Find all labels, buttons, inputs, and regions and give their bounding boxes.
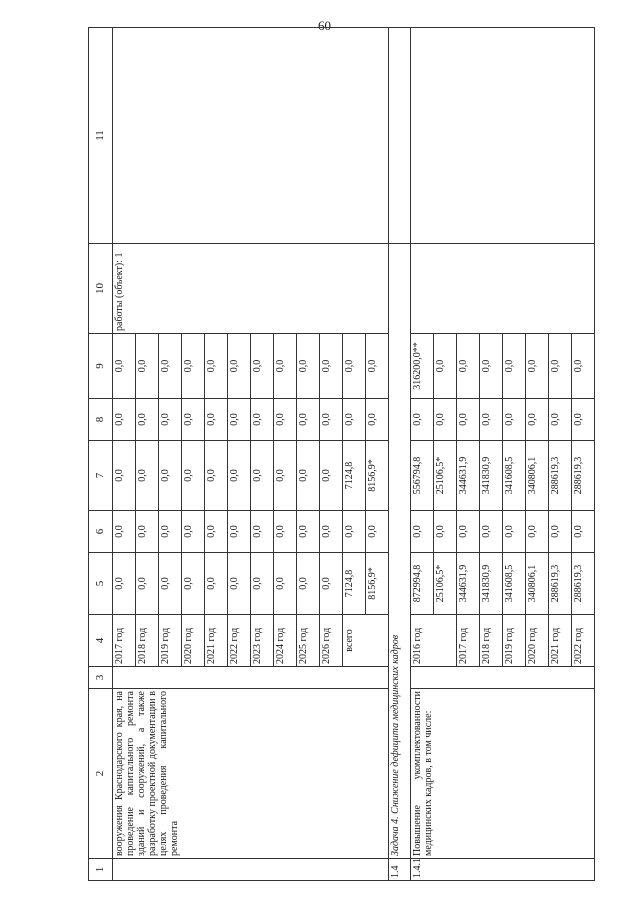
- value-cell: 0,0: [526, 399, 549, 441]
- value-cell: 0,0: [343, 399, 366, 441]
- value-cell: 0,0: [251, 553, 274, 615]
- table-body: [89, 28, 595, 881]
- value-cell: 341830,9: [480, 553, 503, 615]
- item-number-cell: [113, 859, 389, 881]
- value-cell: 0,0: [480, 511, 503, 553]
- task-number: 1.4: [389, 859, 411, 881]
- value-cell: 0,0: [320, 553, 343, 615]
- year-cell: 2025 год: [297, 615, 320, 667]
- value-cell: 341830,9: [480, 441, 503, 511]
- value-cell: 0,0: [480, 334, 503, 399]
- value-cell: 288619,3: [572, 553, 595, 615]
- value-cell: 0,0: [343, 334, 366, 399]
- value-cell: 0,0: [343, 511, 366, 553]
- value-cell: 0,0: [136, 399, 159, 441]
- task-title: Задача 4. Снижение дефицита медицинских кадров: [389, 244, 411, 859]
- value-cell: 7124,8: [343, 553, 366, 615]
- value-cell: 0,0: [572, 511, 595, 553]
- value-cell: 0,0: [320, 399, 343, 441]
- year-cell: 2017 год: [457, 615, 480, 667]
- column-number-header: 11: [89, 28, 113, 244]
- table-row: [411, 28, 434, 881]
- value-cell: 0,0: [297, 334, 320, 399]
- value-cell: 0,0: [297, 511, 320, 553]
- value-cell: 0,0: [113, 511, 136, 553]
- value-cell: 0,0: [136, 553, 159, 615]
- item-number-cell: 1.4.1: [411, 859, 595, 881]
- value-cell: 0,0: [366, 334, 389, 399]
- year-cell: 2018 год: [480, 615, 503, 667]
- rotated-table-area: [88, 28, 584, 881]
- value-cell: 0,0: [457, 399, 480, 441]
- value-cell: 0,0: [113, 399, 136, 441]
- value-cell: 0,0: [228, 553, 251, 615]
- item-description: вооружения Краснодарского края, на проведение капитального ремонта зданий и сооружений, а также разработку проектной документации в целях проведения капитального ремонта: [113, 689, 389, 859]
- value-cell: 0,0: [274, 334, 297, 399]
- value-cell: 0,0: [434, 334, 457, 399]
- year-cell: 2021 год: [205, 615, 228, 667]
- value-cell: 0,0: [503, 334, 526, 399]
- value-cell: 0,0: [320, 511, 343, 553]
- value-cell: 288619,3: [549, 441, 572, 511]
- value-cell: 0,0: [251, 511, 274, 553]
- value-cell: 0,0: [228, 511, 251, 553]
- year-cell: 2023 год: [251, 615, 274, 667]
- value-cell: 0,0: [320, 334, 343, 399]
- year-cell: 2018 год: [136, 615, 159, 667]
- value-cell: 0,0: [182, 553, 205, 615]
- value-cell: 0,0: [251, 334, 274, 399]
- value-cell: 0,0: [549, 399, 572, 441]
- table-row: [389, 28, 411, 881]
- value-cell: 288619,3: [572, 441, 595, 511]
- value-cell: 0,0: [113, 334, 136, 399]
- value-cell: 0,0: [526, 334, 549, 399]
- column-3-cell: [411, 667, 595, 689]
- page-number: 60: [318, 18, 331, 33]
- value-cell: 0,0: [457, 511, 480, 553]
- value-cell: 0,0: [159, 441, 182, 511]
- column-number-header: 3: [89, 667, 113, 689]
- value-cell: 0,0: [205, 441, 228, 511]
- value-cell: 0,0: [503, 511, 526, 553]
- value-cell: 0,0: [205, 399, 228, 441]
- year-cell: всего: [343, 615, 389, 667]
- value-cell: 0,0: [136, 511, 159, 553]
- year-cell: 2019 год: [503, 615, 526, 667]
- value-cell: 0,0: [251, 399, 274, 441]
- column-number-header: 6: [89, 511, 113, 553]
- year-cell: 2020 год: [182, 615, 205, 667]
- value-cell: 0,0: [159, 553, 182, 615]
- value-cell: 872994,8: [411, 553, 434, 615]
- value-cell: 8156,9*: [366, 553, 389, 615]
- column-number-header: 8: [89, 399, 113, 441]
- value-cell: 0,0: [182, 399, 205, 441]
- value-cell: 341608,5: [503, 441, 526, 511]
- value-cell: 25106,5*: [434, 441, 457, 511]
- value-cell: 0,0: [136, 441, 159, 511]
- table-row: [89, 28, 113, 881]
- value-cell: 0,0: [434, 399, 457, 441]
- value-cell: 0,0: [205, 511, 228, 553]
- value-cell: 0,0: [274, 441, 297, 511]
- value-cell: 0,0: [228, 399, 251, 441]
- value-cell: 0,0: [274, 553, 297, 615]
- blank-cell: [389, 28, 411, 244]
- value-cell: 0,0: [274, 511, 297, 553]
- result-cell: [411, 244, 595, 334]
- value-cell: 0,0: [136, 334, 159, 399]
- value-cell: 0,0: [549, 334, 572, 399]
- year-cell: 2021 год: [549, 615, 572, 667]
- column-number-header: 4: [89, 615, 113, 667]
- value-cell: 0,0: [228, 334, 251, 399]
- executor-cell: [411, 28, 595, 244]
- value-cell: 0,0: [205, 553, 228, 615]
- value-cell: 344631,9: [457, 553, 480, 615]
- value-cell: 0,0: [113, 553, 136, 615]
- value-cell: 0,0: [549, 511, 572, 553]
- year-cell: 2026 год: [320, 615, 343, 667]
- value-cell: 25106,5*: [434, 553, 457, 615]
- column-number-header: 9: [89, 334, 113, 399]
- value-cell: 8156,9*: [366, 441, 389, 511]
- value-cell: 0,0: [297, 553, 320, 615]
- value-cell: 340806,1: [526, 553, 549, 615]
- value-cell: 288619,3: [549, 553, 572, 615]
- value-cell: 0,0: [182, 511, 205, 553]
- year-cell: 2022 год: [228, 615, 251, 667]
- value-cell: 0,0: [503, 399, 526, 441]
- value-cell: 0,0: [320, 441, 343, 511]
- value-cell: 0,0: [457, 334, 480, 399]
- year-cell: 2019 год: [159, 615, 182, 667]
- value-cell: 0,0: [572, 334, 595, 399]
- column-number-header: 7: [89, 441, 113, 511]
- year-cell: 2022 год: [572, 615, 595, 667]
- value-cell: 0,0: [159, 399, 182, 441]
- column-number-header: 2: [89, 689, 113, 859]
- rotated-table-wrapper: [88, 28, 584, 881]
- value-cell: 7124,8: [343, 441, 366, 511]
- value-cell: 0,0: [182, 441, 205, 511]
- value-cell: 0,0: [159, 511, 182, 553]
- value-cell: 0,0: [480, 399, 503, 441]
- column-number-header: 10: [89, 244, 113, 334]
- year-cell: 2024 год: [274, 615, 297, 667]
- year-cell: 2017 год: [113, 615, 136, 667]
- value-cell: 0,0: [297, 399, 320, 441]
- value-cell: 0,0: [434, 511, 457, 553]
- year-cell: 2016 год: [411, 615, 457, 667]
- value-cell: 0,0: [366, 511, 389, 553]
- value-cell: 316200,0**: [411, 334, 434, 399]
- column-number-header: 5: [89, 553, 113, 615]
- value-cell: 340806,1: [526, 441, 549, 511]
- value-cell: 0,0: [228, 441, 251, 511]
- result-cell: работы (объект): 1: [113, 244, 389, 334]
- value-cell: 556794,8: [411, 441, 434, 511]
- value-cell: 0,0: [274, 399, 297, 441]
- executor-cell: [113, 28, 389, 244]
- value-cell: 0,0: [572, 399, 595, 441]
- value-cell: 0,0: [113, 441, 136, 511]
- value-cell: 0,0: [411, 511, 434, 553]
- column-3-cell: [113, 667, 389, 689]
- item-description: Повышение укомплектованности медицинских кадров, в том числе:: [411, 689, 595, 859]
- value-cell: 0,0: [205, 334, 228, 399]
- value-cell: 0,0: [526, 511, 549, 553]
- column-number-header: 1: [89, 859, 113, 881]
- value-cell: 0,0: [366, 399, 389, 441]
- table-row: [113, 28, 136, 881]
- value-cell: 0,0: [251, 441, 274, 511]
- value-cell: 0,0: [182, 334, 205, 399]
- value-cell: 344631,9: [457, 441, 480, 511]
- value-cell: 0,0: [411, 399, 434, 441]
- value-cell: 0,0: [297, 441, 320, 511]
- value-cell: 0,0: [159, 334, 182, 399]
- value-cell: 341608,5: [503, 553, 526, 615]
- year-cell: 2020 год: [526, 615, 549, 667]
- program-table: [88, 27, 595, 881]
